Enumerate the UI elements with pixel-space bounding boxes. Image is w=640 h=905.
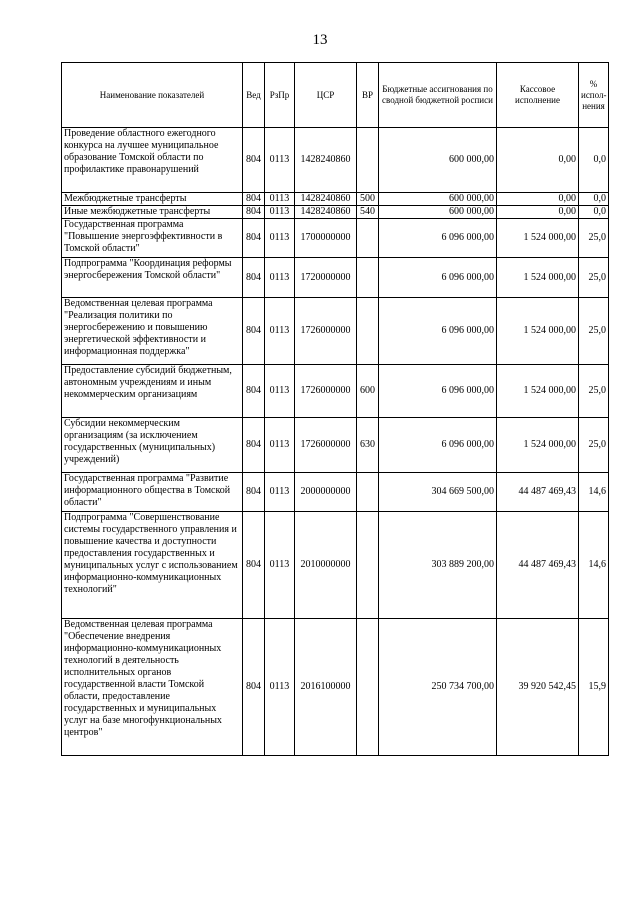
row-assignments: 6 096 000,00 <box>379 219 497 258</box>
row-name: Подпрограмма "Совершенствование системы государственного управления и повышение качества и доступности предоставления государственных и муниципальных услуг с использованием информационно-коммуникационных технологий" <box>64 512 238 595</box>
row-rzpr: 0113 <box>265 193 295 206</box>
row-cash-execution: 1 524 000,00 <box>497 258 579 298</box>
row-assignments: 600 000,00 <box>379 128 497 193</box>
header-csr: ЦСР <box>295 63 357 128</box>
row-assignments: 600 000,00 <box>379 193 497 206</box>
row-vr <box>357 128 379 193</box>
row-csr: 1726000000 <box>295 298 357 365</box>
row-name: Подпрограмма "Координация реформы энергосбережения Томской области" <box>64 258 232 281</box>
row-ved: 804 <box>243 473 265 512</box>
row-cash-execution: 0,00 <box>497 128 579 193</box>
row-ved: 804 <box>243 365 265 418</box>
row-percent: 25,0 <box>579 418 609 473</box>
row-assignments: 304 669 500,00 <box>379 473 497 512</box>
row-rzpr: 0113 <box>265 473 295 512</box>
row-rzpr: 0113 <box>265 206 295 219</box>
row-ved: 804 <box>243 206 265 219</box>
row-percent: 0,0 <box>579 128 609 193</box>
row-cash-execution: 44 487 469,43 <box>497 473 579 512</box>
row-csr: 2000000000 <box>295 473 357 512</box>
row-assignments: 6 096 000,00 <box>379 258 497 298</box>
row-name: Ведомственная целевая программа "Реализация политики по энергосбережению и повышению энергетической эффективности и информационная поддержка" <box>64 298 213 357</box>
row-cash-execution: 1 524 000,00 <box>497 298 579 365</box>
row-name: Иные межбюджетные трансферты <box>64 206 211 217</box>
row-ved: 804 <box>243 512 265 619</box>
row-vr <box>357 298 379 365</box>
row-ved: 804 <box>243 193 265 206</box>
table-row <box>62 206 609 219</box>
row-assignments: 250 734 700,00 <box>379 619 497 756</box>
row-vr <box>357 512 379 619</box>
header-ved: Вед <box>243 63 265 128</box>
row-ved: 804 <box>243 258 265 298</box>
row-assignments: 6 096 000,00 <box>379 418 497 473</box>
table-row <box>62 128 609 193</box>
row-vr: 600 <box>357 365 379 418</box>
row-vr: 540 <box>357 206 379 219</box>
row-vr <box>357 473 379 512</box>
row-percent: 14,6 <box>579 473 609 512</box>
table-row <box>62 473 609 512</box>
table-row <box>62 418 609 473</box>
row-ved: 804 <box>243 128 265 193</box>
row-percent: 25,0 <box>579 219 609 258</box>
row-ved: 804 <box>243 418 265 473</box>
budget-execution-table <box>61 62 609 756</box>
row-cash-execution: 1 524 000,00 <box>497 418 579 473</box>
row-csr: 1428240860 <box>295 128 357 193</box>
row-rzpr: 0113 <box>265 298 295 365</box>
row-percent: 25,0 <box>579 258 609 298</box>
table-row <box>62 258 609 298</box>
row-name: Ведомственная целевая программа "Обеспечение внедрения информационно-коммуникационных технологий в деятельность исполнительных органов государственной власти Томской области, предоставление государственных и муниципальных услуг на базе многофункциональных центров" <box>64 619 222 738</box>
row-name: Государственная программа "Повышение энергоэффективности в Томской области" <box>64 219 223 254</box>
row-name: Межбюджетные трансферты <box>64 193 187 204</box>
row-cash-execution: 1 524 000,00 <box>497 365 579 418</box>
row-ved: 804 <box>243 298 265 365</box>
row-csr: 1726000000 <box>295 365 357 418</box>
row-name: Проведение областного ежегодного конкурса на лучшее муниципальное образование Томской области по профилактике правонарушений <box>64 128 219 175</box>
row-ved: 804 <box>243 219 265 258</box>
row-csr: 1428240860 <box>295 193 357 206</box>
row-rzpr: 0113 <box>265 258 295 298</box>
row-assignments: 6 096 000,00 <box>379 365 497 418</box>
row-cash-execution: 39 920 542,45 <box>497 619 579 756</box>
row-cash-execution: 44 487 469,43 <box>497 512 579 619</box>
row-csr: 1720000000 <box>295 258 357 298</box>
row-percent: 25,0 <box>579 365 609 418</box>
row-rzpr: 0113 <box>265 128 295 193</box>
table-row <box>62 512 609 619</box>
row-name: Государственная программа "Развитие информационного общества в Томской области" <box>64 473 231 508</box>
row-percent: 15,9 <box>579 619 609 756</box>
row-percent: 0,0 <box>579 193 609 206</box>
row-rzpr: 0113 <box>265 512 295 619</box>
header-assignments: Бюджетные ассигнования по сводной бюджетной росписи <box>379 63 497 128</box>
table-row <box>62 619 609 756</box>
table-row <box>62 219 609 258</box>
row-name: Субсидии некоммерческим организациям (за исключением государственных (муниципальных) учреждений) <box>64 418 216 465</box>
row-csr: 1428240860 <box>295 206 357 219</box>
row-percent: 14,6 <box>579 512 609 619</box>
table-row <box>62 365 609 418</box>
row-assignments: 600 000,00 <box>379 206 497 219</box>
row-vr: 630 <box>357 418 379 473</box>
header-cash-execution: Кассовое исполнение <box>497 63 579 128</box>
row-vr <box>357 219 379 258</box>
row-vr <box>357 619 379 756</box>
row-rzpr: 0113 <box>265 418 295 473</box>
row-vr <box>357 258 379 298</box>
row-cash-execution: 0,00 <box>497 206 579 219</box>
row-csr: 1700000000 <box>295 219 357 258</box>
row-name: Предоставление субсидий бюджетным, автономным учреждениям и иным некоммерческим организациям <box>64 365 232 400</box>
table-row <box>62 298 609 365</box>
row-rzpr: 0113 <box>265 619 295 756</box>
row-csr: 2016100000 <box>295 619 357 756</box>
page-number: 13 <box>312 32 328 48</box>
row-rzpr: 0113 <box>265 219 295 258</box>
row-vr: 500 <box>357 193 379 206</box>
row-rzpr: 0113 <box>265 365 295 418</box>
row-percent: 0,0 <box>579 206 609 219</box>
row-csr: 1726000000 <box>295 418 357 473</box>
row-cash-execution: 0,00 <box>497 193 579 206</box>
row-assignments: 6 096 000,00 <box>379 298 497 365</box>
row-cash-execution: 1 524 000,00 <box>497 219 579 258</box>
row-csr: 2010000000 <box>295 512 357 619</box>
table-row <box>62 193 609 206</box>
row-assignments: 303 889 200,00 <box>379 512 497 619</box>
row-percent: 25,0 <box>579 298 609 365</box>
header-percent: % испол-нения <box>579 63 609 128</box>
row-ved: 804 <box>243 619 265 756</box>
header-rzpr: РзПр <box>265 63 295 128</box>
header-name: Наименование показателей <box>62 63 243 128</box>
header-vr: ВР <box>357 63 379 128</box>
table-header-row <box>62 63 609 128</box>
